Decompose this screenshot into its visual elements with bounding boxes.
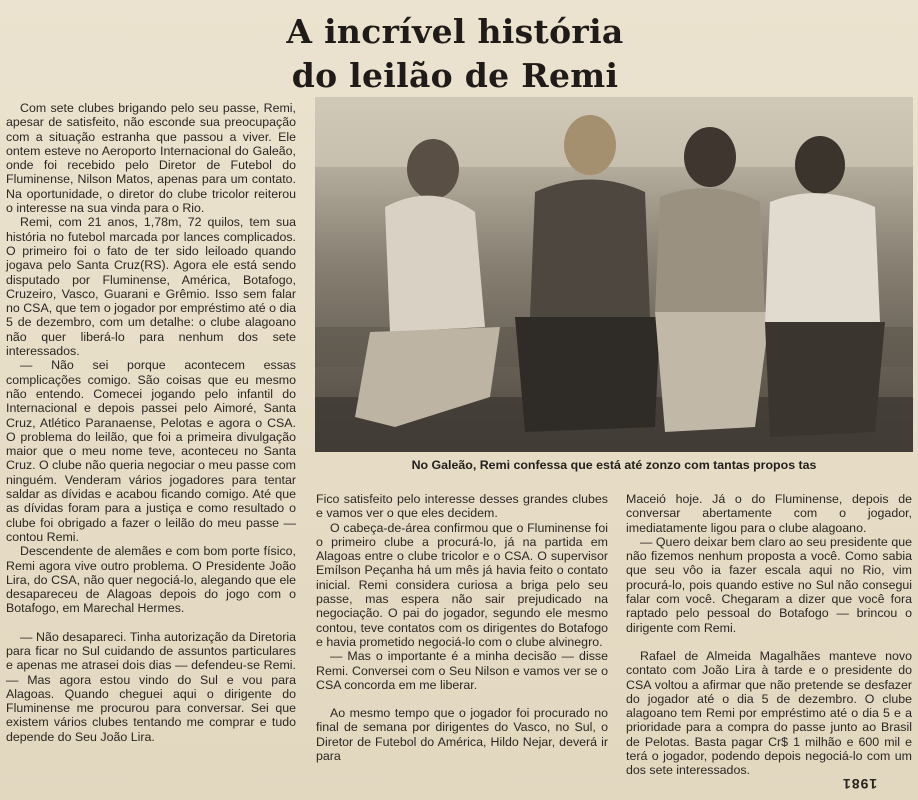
headline-line-1: A incrível história — [286, 12, 624, 51]
paragraph: Descendente de alemães e com bom porte físico, Remi agora vive outro problema. O Presidente João Lira, do CSA, não quer negociá-lo, alegando que ele desapareceu de Alagoas depois do jogo com o Botafogo, em Marechal Hermes. — [6, 544, 296, 616]
paragraph: Remi, com 21 anos, 1,78m, 72 quilos, tem sua história no futebol marcada por lances complicados. O primeiro foi o fato de ter sido leiloado quando jogava pelo Santa Cruz(RS). Agora ele está sendo disputado por Fluminense, América, Botafogo, Cruzeiro, Vasco, Guarani e Grêmio. Isso sem falar no CSA, que tem o jogador por empréstimo até o dia 5 de dezembro, com um detalhe: o clube alagoano não quer liberá-lo para nenhum dos sete interessados. — [6, 215, 296, 359]
paragraph: Maceió hoje. Já o do Fluminense, depois de conversar abertamente com o jogador, imediatamente ligou para o clube alagoano. — [626, 492, 912, 535]
article-column-1 — [6, 101, 296, 744]
photo-caption: No Galeão, Remi confessa que está até zonzo com tantas propos tas — [411, 458, 817, 472]
paragraph: — Não sei porque acontecem essas complicações comigo. São coisas que eu mesmo não entendo. Comecei jogando pelo infantil do Internacional e depois passei pelo Aimoré, Santa Cruz, Atlético Paranaense, Pelotas e agora o CSA. O problema do leilão, que foi a primeira divulgação maior que o meu nome teve, aconteceu no Santa Cruz. O clube não queria negociar o meu passe com ninguém. Venderam vários jogadores para tentar saldar as dívidas e acabou ficando comigo. Até que as dívidas foram para a justiça e como resultado o clube foi obrigado a fazer o leilão do meu passe — contou Remi. — [6, 358, 296, 544]
paragraph: — Não desapareci. Tinha autorização da Diretoria para ficar no Sul cuidando de assuntos particulares e apenas me atrasei dois dias — defendeu-se Remi. — Mas agora estou vindo do Sul e vou para Alagoas. Quando cheguei aqui o dirigente do Fluminense me procurou para conversar. Sei que existem vários clubes tentando me comprar e tudo depende do Seu João Lira. — [6, 629, 296, 744]
paragraph: Fico satisfeito pelo interesse desses grandes clubes e vamos ver o que eles decidem. — [316, 492, 608, 521]
article-column-2 — [316, 492, 608, 763]
news-photo — [315, 97, 913, 452]
article-column-3 — [626, 492, 912, 778]
paragraph: Com sete clubes brigando pelo seu passe, Remi, apesar de satisfeito, não esconde sua preocupação com a situação estranha que passou a viver. Ele ontem esteve no Aeroporto Internacional do Galeão, onde foi recebido pelo Diretor de Futebol do Fluminense, Nilson Matos, apenas para um contato. Na oportunidade, o diretor do clube tricolor reiterou o interesse na sua vinda para o Rio. — [6, 101, 296, 216]
paragraph: — Mas o importante é a minha decisão — disse Remi. Conversei com o Seu Nilson e vamos ver se o CSA concorda em me liberar. — [316, 649, 608, 692]
paragraph: — Quero deixar bem claro ao seu presidente que não fizemos nenhum proposta a você. Como sabia que seu vôo ia fazer escala aqui no Rio, vim procurá-lo, pois quando estive no Sul não consegui falar com você. Chegaram a dizer que você fora raptado pelo pessoal do Botafogo — brincou o dirigente com Remi. — [626, 534, 912, 635]
headline-line-2: do leilão de Remi — [291, 56, 619, 95]
paragraph: O cabeça-de-área confirmou que o Fluminense foi o primeiro clube a procurá-lo, já na partida em Alagoas entre o clube tricolor e o CSA. O supervisor Emílson Peçanha há um mês já havia feito o contato inicial. Remi considera curiosa a briga pelo seu passe, mas espera não sair prejudicado na negociação. O pai do jogador, segundo ele mesmo contou, teve contatos com os dirigentes do Botafogo e havia prometido negociá-lo com o clube alvinegro. — [316, 520, 608, 649]
paragraph: Rafael de Almeida Magalhães manteve novo contato com João Lira à tarde e o presidente do CSA voltou a afirmar que não pretende se desfazer do jogador até o dia 5 de dezembro. O clube alagoano tem Remi por empréstimo até o dia 5 e a prioridade para a compra do passe junto ao Brasil de Pelotas. Basta pagar Cr$ 1 milhão e 600 mil e terá o jogador, podendo depois negociá-lo com um dos sete interessados. — [626, 648, 912, 778]
headline — [200, 10, 710, 98]
paragraph: Ao mesmo tempo que o jogador foi procurado no final de semana por dirigentes do Vasco, no Sul, o Diretor de Futebol do América, Hildo Nejar, deverá ir para — [316, 706, 608, 764]
photo-illustration — [315, 97, 913, 452]
handwritten-year: 1981 — [842, 776, 878, 792]
